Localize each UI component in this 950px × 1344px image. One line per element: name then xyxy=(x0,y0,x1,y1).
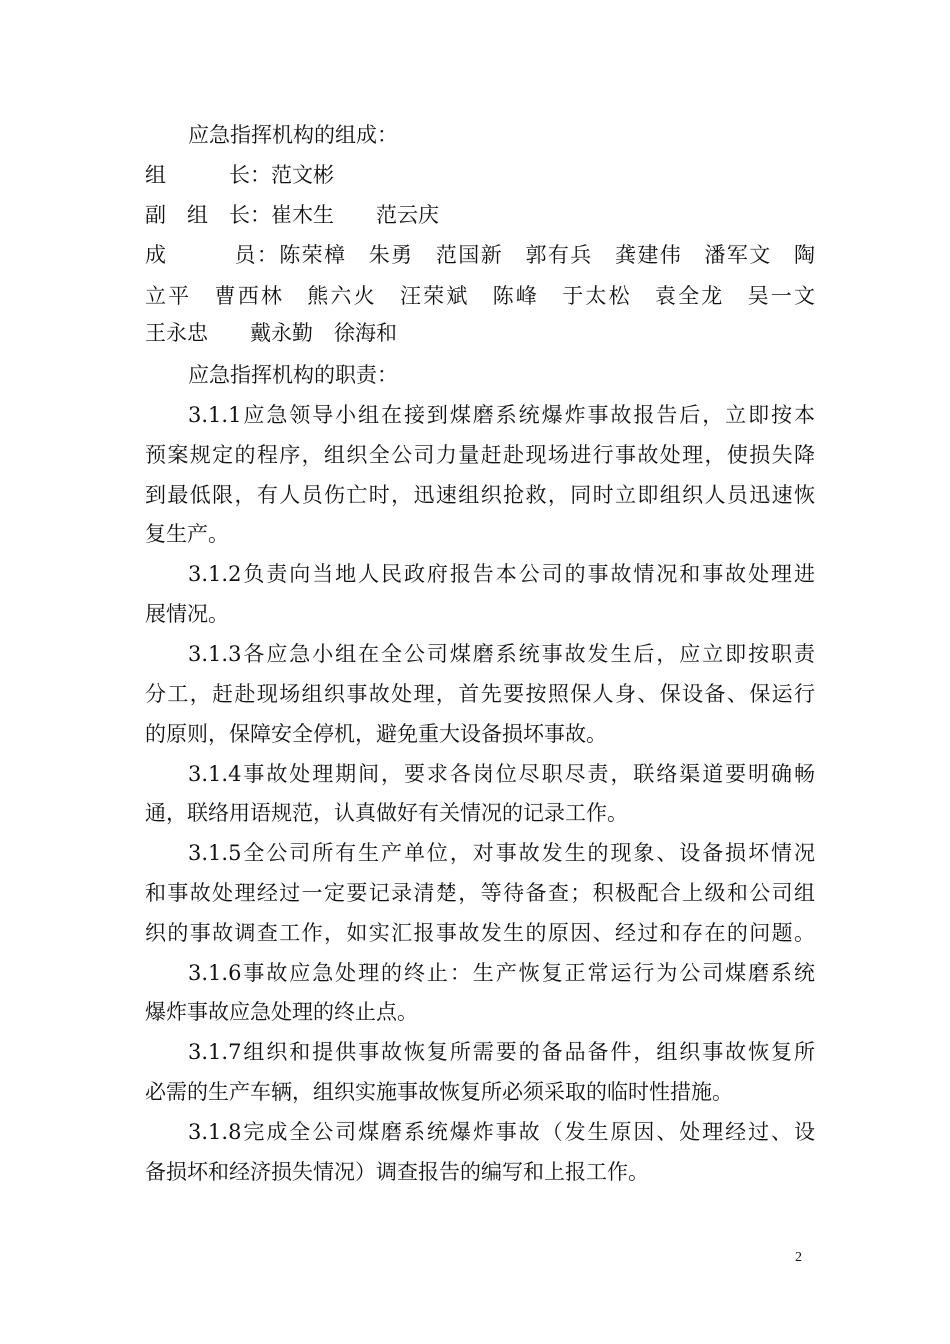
duty-line: 的原则，保障安全停机，避免重大设备损坏事故。 xyxy=(145,722,607,746)
duty-line: 爆炸事故应急处理的终止点。 xyxy=(145,1000,418,1024)
duty-line: 3.1.1应急领导小组在接到煤磨系统爆炸事故报告后，立即按本 xyxy=(188,403,815,427)
members-line-2: 立平 曹西林 熊六火 汪荣斌 陈峰 于太松 袁全龙 吴一文 xyxy=(145,284,815,308)
duty-line: 织的事故调查工作，如实汇报事故发生的原因、经过和存在的问题。 xyxy=(145,921,815,945)
page-number: 2 xyxy=(795,1250,802,1265)
duty-line: 3.1.7组织和提供事故恢复所需要的备品备件，组织事故恢复所 xyxy=(188,1040,815,1064)
duty-line: 分工，赶赴现场组织事故处理，首先要按照保人身、保设备、保运行 xyxy=(145,682,815,706)
deputy-line: 副 组 长：崔木生 范云庆 xyxy=(145,203,439,227)
duty-line: 复生产。 xyxy=(145,522,229,546)
members-line-1: 成 员：陈荣樟 朱勇 范国新 郭有兵 龚建伟 潘军文 陶 xyxy=(145,243,815,267)
duty-line: 和事故处理经过一定要记录清楚，等待备查；积极配合上级和公司组 xyxy=(145,881,815,905)
duty-line: 到最低限，有人员伤亡时，迅速组织抢救，同时立即组织人员迅速恢 xyxy=(145,483,815,507)
org-heading: 应急指挥机构的组成： xyxy=(188,123,398,147)
duty-line: 3.1.8完成全公司煤磨系统爆炸事故（发生原因、处理经过、设 xyxy=(188,1120,815,1144)
duty-line: 必需的生产车辆，组织实施事故恢复所必须采取的临时性措施。 xyxy=(145,1080,733,1104)
duty-line: 3.1.3各应急小组在全公司煤磨系统事故发生后，应立即按职责 xyxy=(188,642,815,666)
duty-line: 3.1.5全公司所有生产单位，对事故发生的现象、设备损坏情况 xyxy=(188,841,815,865)
leader-line: 组 长：范文彬 xyxy=(145,163,334,187)
duty-line: 预案规定的程序，组织全公司力量赶赴现场进行事故处理，使损失降 xyxy=(145,443,815,467)
duty-line: 通，联络用语规范，认真做好有关情况的记录工作。 xyxy=(145,801,628,825)
members-line-3: 王永忠 戴永勤 徐海和 xyxy=(145,321,397,345)
duty-line: 备损坏和经济损失情况）调查报告的编写和上报工作。 xyxy=(145,1160,649,1184)
duty-line: 3.1.4事故处理期间，要求各岗位尽职尽责，联络渠道要明确畅 xyxy=(188,762,815,786)
duty-line: 展情况。 xyxy=(145,602,229,626)
duties-heading: 应急指挥机构的职责： xyxy=(188,363,398,387)
duty-line: 3.1.6事故应急处理的终止：生产恢复正常运行为公司煤磨系统 xyxy=(188,961,815,985)
duty-line: 3.1.2负责向当地人民政府报告本公司的事故情况和事故处理进 xyxy=(188,562,815,586)
